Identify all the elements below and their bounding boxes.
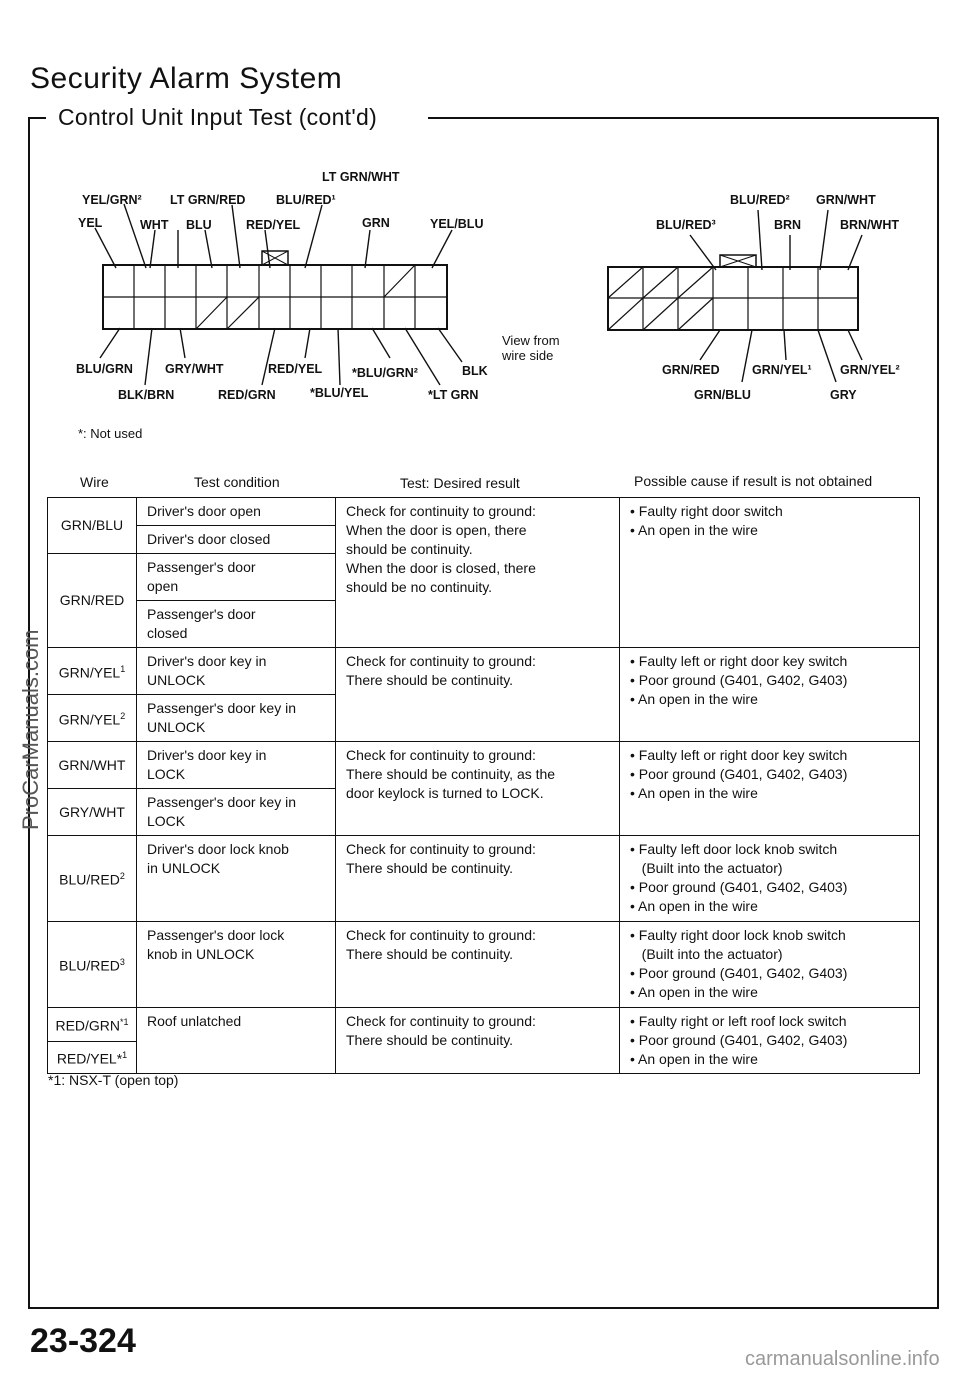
wire-cell: GRN/BLU: [48, 498, 137, 554]
wire-label: GRN/YEL²: [840, 363, 900, 377]
page-title: Security Alarm System: [30, 62, 343, 95]
wire-label: GRN/RED: [662, 363, 720, 377]
view-note: View from wire side: [502, 333, 560, 363]
condition-cell: Passenger's door open: [137, 554, 336, 601]
wire-label: RED/YEL: [268, 362, 323, 376]
wire-footnote: *1: [120, 1017, 129, 1028]
wire-label: *LT GRN: [428, 388, 479, 402]
wire-cell: [48, 1008, 137, 1042]
not-used-note: *: Not used: [78, 426, 143, 441]
wire-label: YEL/BLU: [430, 217, 484, 231]
condition-cell: Passenger's door key in LOCK: [137, 789, 336, 836]
condition-cell: Driver's door closed: [137, 526, 336, 554]
wire-cell: GRY/WHT: [48, 789, 137, 836]
wire-label: RED/GRN: [218, 388, 276, 402]
wire-cell: [48, 695, 137, 742]
condition-cell: Passenger's door closed: [137, 601, 336, 648]
wire-label: BRN: [774, 218, 802, 232]
condition-cell: Driver's door key in LOCK: [137, 742, 336, 789]
cause-cell: • Faulty right or left roof lock switch • Poor ground (G401, G402, G403) • An open in the wire: [620, 1008, 920, 1074]
wire-footnote: 2: [120, 710, 126, 721]
wire-test-table: [47, 497, 920, 1074]
wire-footnote: 3: [119, 957, 125, 968]
wire-name: RED/YEL*: [56, 1050, 123, 1067]
wire-footnote: 2: [119, 871, 125, 882]
wire-name: BLU/RED: [59, 957, 120, 974]
wire-label: BRN/WHT: [840, 218, 900, 232]
table-row: [48, 648, 920, 695]
result-cell: Check for continuity to ground: There should be continuity.: [336, 1008, 620, 1074]
cause-cell: • Faulty right door lock knob switch (Built into the actuator) • Poor ground (G401, G402, G403) • An open in the wire: [620, 922, 920, 1008]
result-cell: Check for continuity to ground: There should be continuity.: [336, 922, 620, 1008]
wire-label: GRY: [830, 388, 857, 402]
wire-cell: [48, 836, 137, 922]
column-header-cause: Possible cause if result is not obtained: [634, 473, 873, 489]
cause-cell: • Faulty left or right door key switch • Poor ground (G401, G402, G403) • An open in the wire: [620, 742, 920, 836]
wire-name: BLU/RED: [59, 871, 120, 888]
wire-cell: GRN/RED: [48, 554, 137, 648]
condition-cell: Roof unlatched: [137, 1008, 336, 1074]
watermark-side: ProCarManuals.com: [18, 629, 43, 830]
wire-label: YEL/GRN²: [82, 193, 142, 207]
page-number: 23-324: [30, 1322, 136, 1360]
wire-name: GRN/YEL: [58, 664, 121, 681]
result-cell: Check for continuity to ground: There should be continuity, as the door keylock is turned to LOCK.: [336, 742, 620, 836]
condition-cell: Driver's door lock knob in UNLOCK: [137, 836, 336, 922]
wire-label: BLU/RED¹: [276, 193, 336, 207]
wire-cell: [48, 1042, 137, 1074]
table-row: [48, 498, 920, 526]
result-cell: Check for continuity to ground: When the door is open, there should be continuity. When the door is closed, there should be no continuity.: [336, 498, 620, 648]
condition-cell: Driver's door open: [137, 498, 336, 526]
wire-label: *BLU/GRN²: [352, 366, 418, 380]
wire-label: GRN/WHT: [816, 193, 876, 207]
table-row: [48, 1008, 920, 1042]
column-header-result: Test: Desired result: [400, 475, 520, 491]
wire-label: GRN/YEL¹: [752, 363, 812, 377]
wire-cell: GRN/WHT: [48, 742, 137, 789]
result-cell: Check for continuity to ground: There should be continuity.: [336, 648, 620, 742]
footnote: *1: NSX-T (open top): [48, 1072, 179, 1088]
wire-label: GRY/WHT: [165, 362, 224, 376]
result-cell: Check for continuity to ground: There should be continuity.: [336, 836, 620, 922]
cause-cell: • Faulty right door switch • An open in the wire: [620, 498, 920, 648]
condition-cell: Passenger's door lock knob in UNLOCK: [137, 922, 336, 1008]
wire-label: BLU/GRN: [76, 362, 133, 376]
wire-cell: [48, 648, 137, 695]
wire-label: BLK/BRN: [118, 388, 175, 402]
wire-label: BLU/RED²: [730, 193, 790, 207]
wire-name: RED/GRN: [55, 1017, 121, 1034]
condition-cell: Driver's door key in UNLOCK: [137, 648, 336, 695]
wire-label: WHT: [140, 218, 169, 232]
cause-cell: • Faulty left or right door key switch • Poor ground (G401, G402, G403) • An open in the wire: [620, 648, 920, 742]
table-row: [48, 922, 920, 1008]
wire-label: LT GRN/WHT: [322, 170, 400, 184]
wire-label: YEL: [78, 216, 103, 230]
wire-label: GRN/BLU: [694, 388, 751, 402]
wire-cell: [48, 922, 137, 1008]
condition-cell: Passenger's door key in UNLOCK: [137, 695, 336, 742]
wire-label: BLK: [462, 364, 488, 378]
wire-label: LT GRN/RED: [170, 193, 246, 207]
wire-label: BLU/RED³: [656, 218, 716, 232]
table-row: [48, 836, 920, 922]
watermark-bottom: carmanualsonline.info: [745, 1348, 940, 1370]
column-header-wire: Wire: [80, 474, 109, 490]
cause-cell: • Faulty left door lock knob switch (Built into the actuator) • Poor ground (G401, G402, G403) • An open in the wire: [620, 836, 920, 922]
table-row: [48, 742, 920, 789]
wire-label: BLU: [186, 218, 212, 232]
wire-name: GRN/YEL: [58, 711, 121, 728]
wire-label: RED/YEL: [246, 218, 301, 232]
column-header-condition: Test condition: [194, 474, 280, 490]
section-title: Control Unit Input Test (cont'd): [58, 104, 378, 130]
wire-footnote: 1: [122, 1050, 128, 1061]
wire-label: *BLU/YEL: [310, 386, 369, 400]
wire-label: GRN: [362, 216, 390, 230]
wire-footnote: 1: [120, 663, 126, 674]
